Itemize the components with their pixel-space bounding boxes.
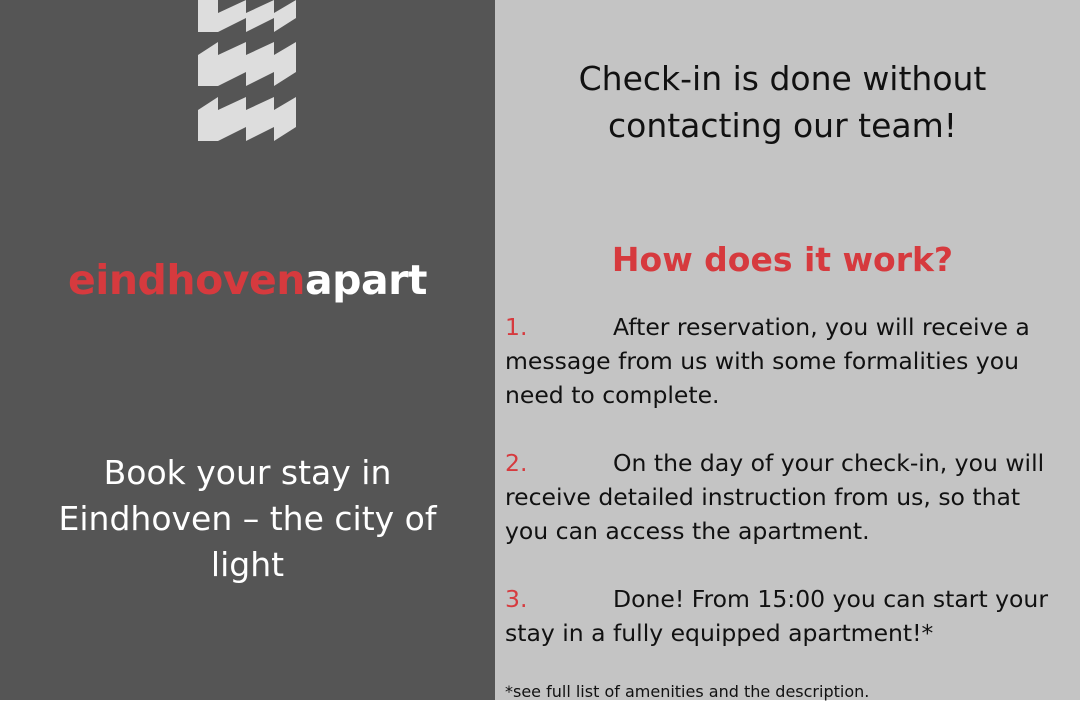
- checkin-heading: Check-in is done without contacting our team!: [578, 59, 987, 145]
- step-2: [505, 446, 1060, 548]
- step-text: On the day of your check-in, you will receive detailed instruction from us, so that you can access the apartment.: [505, 449, 1045, 545]
- brand-part-apart: apart: [304, 256, 427, 304]
- zigzag-stripe-3: [198, 97, 296, 141]
- zigzag-stripe-2: [198, 42, 296, 86]
- step-number: 1.: [505, 313, 528, 341]
- left-panel: [0, 0, 495, 700]
- step-text: After reservation, you will receive a message from us with some formalities you need to complete.: [505, 313, 1030, 409]
- step-3: [505, 582, 1060, 650]
- step-number: 2.: [505, 449, 528, 477]
- tagline: Book your stay in Eindhoven – the city of light: [58, 453, 437, 584]
- zigzag-stripe-1: [198, 0, 296, 32]
- brand-part-eindhoven: eindhoven: [68, 256, 305, 304]
- zigzag-logo-icon: [198, 0, 296, 145]
- brand-logo: [0, 256, 495, 304]
- step-number: 3.: [505, 585, 528, 613]
- amenities-note: *see full list of amenities and the description.: [505, 682, 870, 701]
- step-text: Done! From 15:00 you can start your stay in a fully equipped apartment!*: [505, 585, 1048, 647]
- how-it-works-heading: How does it work?: [611, 240, 954, 279]
- step-1: [505, 310, 1060, 412]
